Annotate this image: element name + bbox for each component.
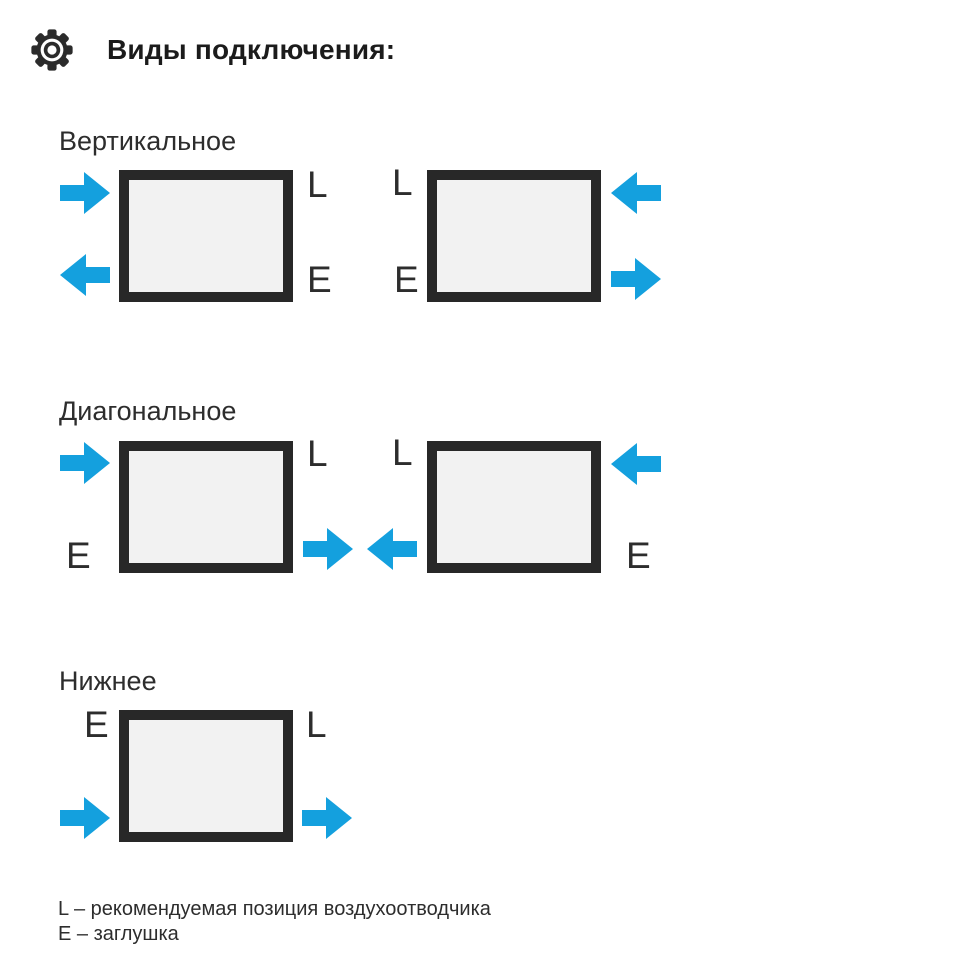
connection-label: E xyxy=(66,535,91,576)
radiator-box xyxy=(119,710,293,842)
radiator-box xyxy=(427,170,601,302)
legend xyxy=(58,897,491,947)
radiator-box xyxy=(119,170,293,302)
section-title-diagonal: Диагональное xyxy=(59,396,237,426)
flow-arrow-right-icon xyxy=(60,797,110,839)
connection-label: L xyxy=(392,162,413,203)
flow-arrow-left-icon xyxy=(60,254,110,296)
gear-icon xyxy=(30,28,74,72)
flow-arrow-left-icon xyxy=(611,443,661,485)
header xyxy=(30,28,395,72)
legend-line-plug: E – заглушка xyxy=(58,923,179,945)
flow-arrow-right-icon xyxy=(60,442,110,484)
connection-label: E xyxy=(394,259,419,300)
flow-arrow-right-icon xyxy=(60,172,110,214)
connection-label: L xyxy=(307,164,328,205)
section-title-vertical: Вертикальное xyxy=(59,126,237,156)
connection-label: E xyxy=(84,704,109,745)
connection-label: E xyxy=(307,259,332,300)
connection-label: L xyxy=(392,432,413,473)
connection-label: L xyxy=(306,704,327,745)
flow-arrow-right-icon xyxy=(611,258,661,300)
page-title: Виды подключения: xyxy=(107,34,396,65)
flow-arrow-right-icon xyxy=(303,528,353,570)
connection-label: E xyxy=(626,535,651,576)
radiator-box xyxy=(119,441,293,573)
radiator-box xyxy=(427,441,601,573)
connection-label: L xyxy=(307,433,328,474)
flow-arrow-left-icon xyxy=(611,172,661,214)
flow-arrow-right-icon xyxy=(302,797,352,839)
flow-arrow-left-icon xyxy=(367,528,417,570)
legend-line-air-vent: L – рекомендуемая позиция воздухоотводчика xyxy=(58,898,491,920)
section-title-bottom: Нижнее xyxy=(59,666,157,696)
